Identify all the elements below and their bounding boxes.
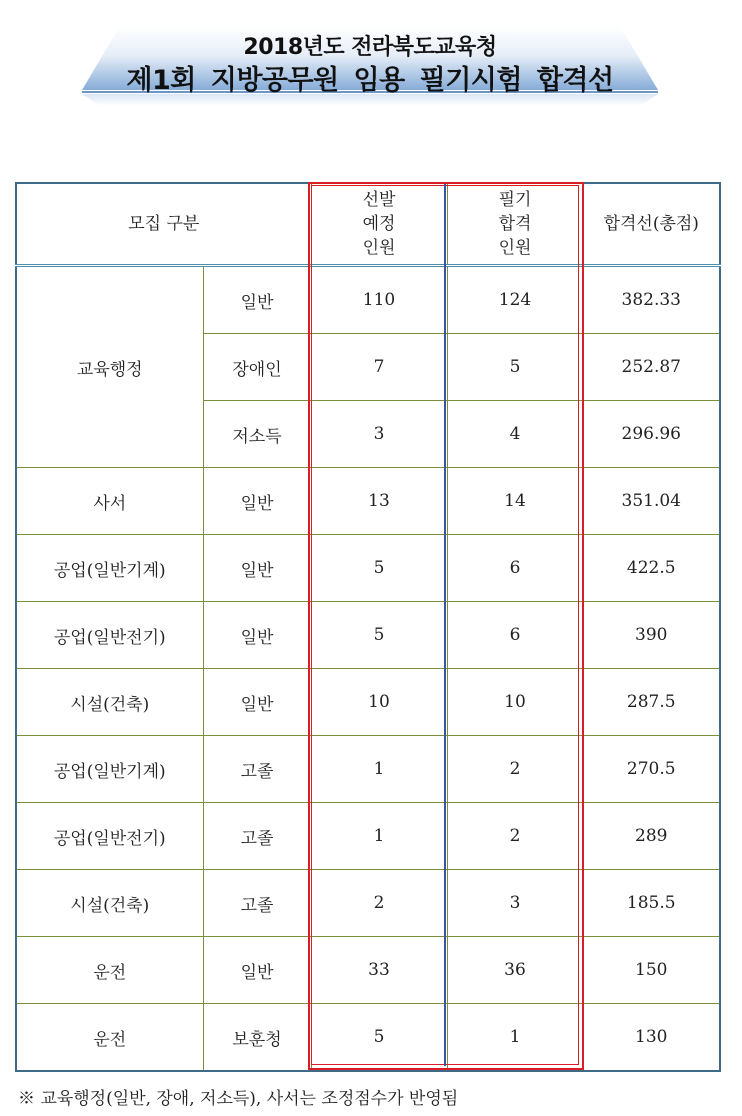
cell-cutoff: 296.96 [583, 401, 720, 468]
cell-cutoff: 130 [583, 1004, 720, 1072]
table-row [16, 937, 720, 1004]
cell-field: 사서 [16, 468, 203, 535]
cell-passed: 5 [447, 334, 583, 401]
cell-type: 장애인 [203, 334, 311, 401]
cell-planned: 5 [311, 535, 447, 602]
cell-type: 일반 [203, 937, 311, 1004]
cell-planned: 13 [311, 468, 447, 535]
cell-passed: 6 [447, 535, 583, 602]
table-row [16, 803, 720, 870]
cell-cutoff: 382.33 [583, 266, 720, 334]
cell-cutoff: 185.5 [583, 870, 720, 937]
cell-type: 고졸 [203, 736, 311, 803]
header-row [16, 183, 720, 266]
cell-passed: 2 [447, 736, 583, 803]
table-row [16, 870, 720, 937]
cell-passed: 2 [447, 803, 583, 870]
results-table-container [15, 182, 719, 1072]
cell-passed: 6 [447, 602, 583, 669]
cell-planned: 1 [311, 803, 447, 870]
header-category: 모집 구분 [16, 183, 311, 266]
cell-planned: 1 [311, 736, 447, 803]
table-row [16, 535, 720, 602]
cell-field: 공업(일반기계) [16, 535, 203, 602]
cell-type: 보훈청 [203, 1004, 311, 1072]
header-cutoff: 합격선(총점) [583, 183, 720, 266]
cell-cutoff: 252.87 [583, 334, 720, 401]
cell-planned: 3 [311, 401, 447, 468]
header-planned [311, 183, 447, 266]
cell-field: 운전 [16, 1004, 203, 1072]
footnote: ※ 교육행정(일반, 장애, 저소득), 사서는 조정점수가 반영됨 [18, 1089, 459, 1109]
table-row [16, 266, 720, 334]
cell-planned: 2 [311, 870, 447, 937]
cell-type: 고졸 [203, 803, 311, 870]
header-passed-line: 인원 [498, 238, 532, 258]
cell-field: 시설(건축) [16, 669, 203, 736]
cell-planned: 33 [311, 937, 447, 1004]
banner-title-line2: 제1회 지방공무원 임용 필기시험 합격선 [126, 65, 614, 96]
cell-planned: 10 [311, 669, 447, 736]
cell-cutoff: 270.5 [583, 736, 720, 803]
cell-passed: 10 [447, 669, 583, 736]
table-row [16, 468, 720, 535]
cell-cutoff: 351.04 [583, 468, 720, 535]
header-planned-line: 예정 [362, 214, 396, 234]
title-banner [80, 24, 660, 114]
cell-passed: 3 [447, 870, 583, 937]
cell-field: 교육행정 [16, 266, 203, 468]
cell-cutoff: 422.5 [583, 535, 720, 602]
cell-passed: 14 [447, 468, 583, 535]
results-table [15, 182, 721, 1072]
cell-planned: 5 [311, 1004, 447, 1072]
cell-type: 일반 [203, 266, 311, 334]
cell-passed: 124 [447, 266, 583, 334]
header-planned-line: 선발 [362, 190, 396, 210]
cell-cutoff: 390 [583, 602, 720, 669]
cell-cutoff: 150 [583, 937, 720, 1004]
cell-cutoff: 289 [583, 803, 720, 870]
cell-planned: 5 [311, 602, 447, 669]
cell-type: 일반 [203, 602, 311, 669]
cell-passed: 4 [447, 401, 583, 468]
table-row [16, 1004, 720, 1072]
header-passed-line: 필기 [498, 190, 532, 210]
table-row [16, 669, 720, 736]
cell-type: 일반 [203, 669, 311, 736]
cell-cutoff: 287.5 [583, 669, 720, 736]
header-passed-line: 합격 [498, 214, 532, 234]
cell-passed: 1 [447, 1004, 583, 1072]
cell-planned: 7 [311, 334, 447, 401]
cell-field: 공업(일반전기) [16, 803, 203, 870]
table-row [16, 736, 720, 803]
banner-title-line1: 2018년도 전라북도교육청 [243, 35, 497, 60]
cell-field: 공업(일반기계) [16, 736, 203, 803]
header-passed [447, 183, 583, 266]
cell-type: 일반 [203, 468, 311, 535]
cell-planned: 110 [311, 266, 447, 334]
cell-type: 저소득 [203, 401, 311, 468]
cell-field: 운전 [16, 937, 203, 1004]
header-planned-line: 인원 [362, 238, 396, 258]
cell-field: 공업(일반전기) [16, 602, 203, 669]
table-row [16, 602, 720, 669]
cell-field: 시설(건축) [16, 870, 203, 937]
cell-type: 고졸 [203, 870, 311, 937]
cell-type: 일반 [203, 535, 311, 602]
cell-passed: 36 [447, 937, 583, 1004]
